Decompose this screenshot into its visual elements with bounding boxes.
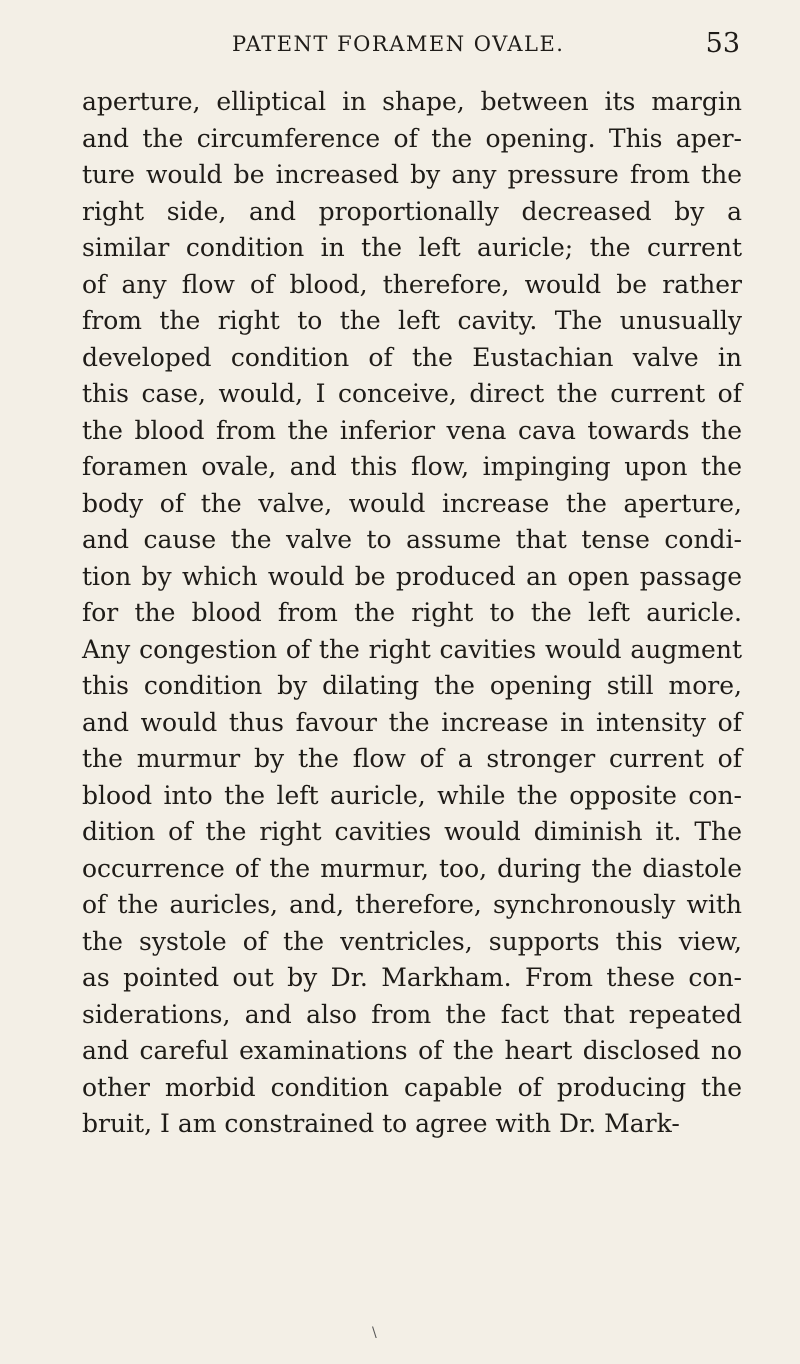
text-line: as pointed out by Dr. Markham. From these con- [82,963,742,992]
text-line: foramen ovale, and this flow, impinging upon the [82,452,742,481]
text-line: and the circumference of the opening. This aper- [82,123,742,153]
text-line: occurrence of the murmur, too, during the diastole [82,853,742,883]
text-line: and careful examinations of the heart disclosed no [82,1036,742,1065]
running-title: PATENT FORAMEN OVALE. [232,32,565,56]
body-paragraph [82,84,742,1143]
text-line: aperture, elliptical in shape, between its margin [82,87,742,116]
text-line: the blood from the inferior vena cava towards the [82,415,742,445]
text-line: tion by which would be produced an open passage [82,561,742,591]
text-line: bruit, I am constrained to agree with Dr. Mark- [82,1109,680,1138]
page-number: 53 [705,28,740,59]
text-line: Any congestion of the right cavities would augment [82,634,742,664]
stray-ink-mark: \ [372,1325,377,1341]
text-line: dition of the right cavities would diminish it. The [82,817,742,846]
text-line: the systole of the ventricles, supports this view, [82,926,742,956]
text-line: siderations, and also from the fact that repeated [82,999,742,1029]
text-line: of any flow of blood, therefore, would be rather [82,269,742,299]
text-line: ture would be increased by any pressure from the [82,160,742,189]
running-head [82,28,740,62]
text-line: from the right to the left cavity. The unusually [82,306,742,335]
text-line: for the blood from the right to the left auricle. [82,598,742,627]
text-line: this case, would, I conceive, direct the current of [82,379,742,408]
text-line: and cause the valve to assume that tense condi- [82,525,742,554]
text-line: blood into the left auricle, while the opposite con- [82,780,742,810]
text-line: developed condition of the Eustachian valve in [82,342,742,372]
text-line: other morbid condition capable of producing the [82,1072,742,1102]
text-line: similar condition in the left auricle; the current [82,233,742,262]
text-line: the murmur by the flow of a stronger current of [82,744,742,773]
text-line: of the auricles, and, therefore, synchronously with [82,890,742,919]
text-line: and would thus favour the increase in intensity of [82,707,742,737]
text-line: body of the valve, would increase the aperture, [82,488,742,518]
text-line: this condition by dilating the opening still more, [82,671,742,700]
text-line: right side, and proportionally decreased by a [82,196,742,226]
